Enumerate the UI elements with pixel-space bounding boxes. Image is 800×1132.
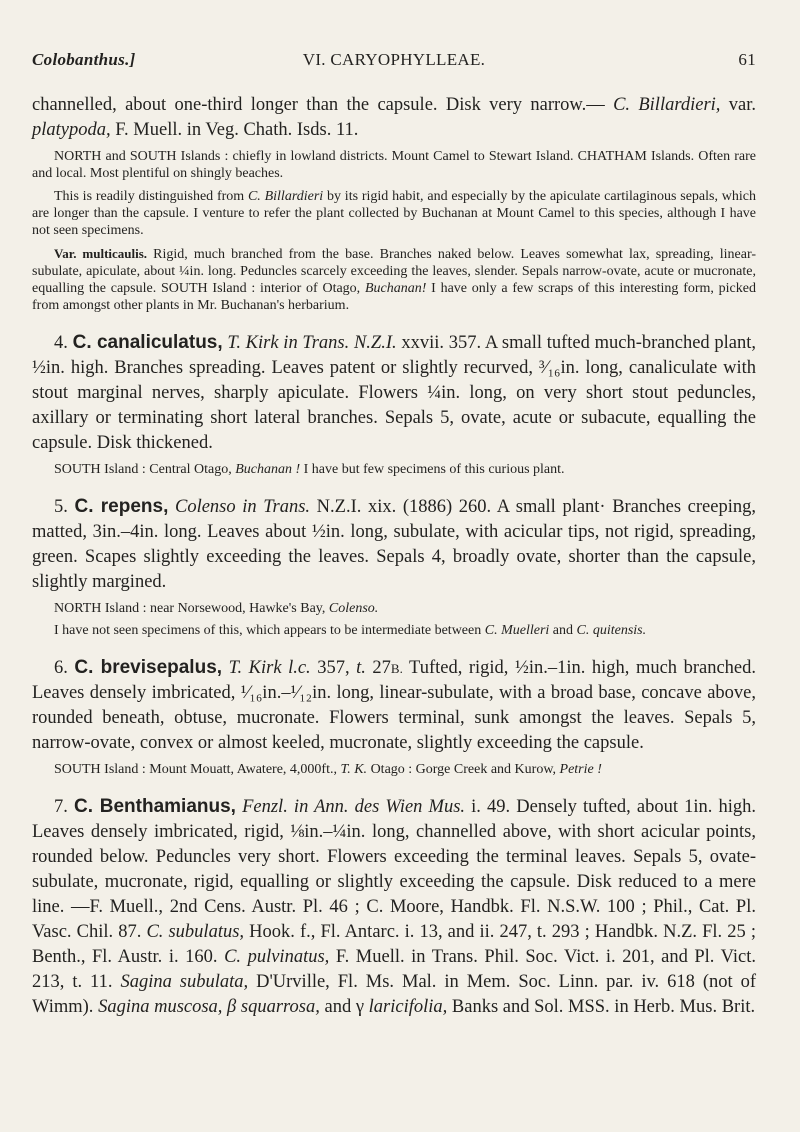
intro-paragraph: channelled, about one-third longer than the capsule. Disk very narrow.— C. Billardieri, var. platypoda, F. Muell. in Veg. Chath. Isds. 11. bbox=[32, 95, 756, 140]
species-name: C. Benthamianus, bbox=[74, 796, 236, 817]
species-name: C. canaliculatus, bbox=[72, 332, 223, 353]
species-description: Densely tufted, about 1in. high. Leaves densely imbricated, rigid, ⅛in.–¼in. long, channelled above, with short acicular points, rounded below. Peduncles very short. Flowers exceeding the terminal leaves. Sepals 5, ovate-subulate, mucronate, rigid, equalling or slightly exceeding the capsule. Disk reduced to a mere line. bbox=[32, 797, 757, 917]
variety-multicaulis: Var. multicaulis. Rigid, much branched from the base. Branches naked below. Leaves somewhat lax, spreading, linear-subulate, apiculate, about ¼in. long. Peduncles scarcely exceeding the leaves, slender. Sepals narrow-ovate, acute or mucronate, equalling the capsule. SOUTH Island : interior of Otago, Buchanan! I have only a few scraps of this interesting form, picked from amongst other plants in Mr. Buchanan's herbarium. bbox=[32, 246, 756, 313]
header-genus: Colobanthus.] bbox=[32, 50, 136, 69]
page-number: 61 bbox=[738, 50, 756, 69]
species-description: A small plant· Branches creeping, matted, 3in.–4in. long. Leaves about ½in. long, subulate, with acicular tips, not rigid, spreading, green. Scapes slightly exceeding the leaves. Sepals 4, broadly ovate, shorter than the capsule, slightly margined. bbox=[32, 497, 756, 592]
species-note: I have not seen specimens of this, which appears to be intermediate between C. Muelleri and C. quitensis. bbox=[54, 623, 647, 638]
species-number: 6. bbox=[54, 658, 68, 678]
species-authority: T. Kirk l.c. bbox=[228, 658, 311, 678]
species-authority: T. Kirk in Trans. N.Z.I. bbox=[227, 333, 397, 353]
species-name: C. brevisepalus, bbox=[74, 657, 223, 678]
page-body bbox=[32, 93, 756, 1020]
species-locality: SOUTH Island : Mount Mouatt, Awatere, 4,000ft., T. K. Otago : Gorge Creek and Kurow, Petrie ! bbox=[54, 762, 602, 777]
species-number: 5. bbox=[54, 497, 68, 517]
intro-note: This is readily distinguished from C. Billardieri by its rigid habit, and especially by the apiculate cartilaginous sepals, which are longer than the capsule. I venture to refer the plant collected by Buchanan at Mount Camel to this species, although I have not seen specimens. bbox=[32, 189, 756, 238]
species-number: 7. bbox=[54, 797, 68, 817]
species-entry-canaliculatus: 4. C. canaliculatus, T. Kirk in Trans. N.Z.I. xxvii. 357. A small tufted much-branched plant, ½in. high. Branches spreading. Leaves patent or slightly recurved, ³⁄₁₆in. long, canaliculate with stout marginal nerves, sharply apiculate. Flowers ¼in. long, on very short stout peduncles, axillary or terminating short lateral branches. Sepals 5, ovate, acute or subacute, equalling the capsule. Disk thickened. bbox=[32, 332, 757, 453]
intro-localities: NORTH and SOUTH Islands : chiefly in lowland districts. Mount Camel to Stewart Island. CHATHAM Islands. Often rare and local. Most plentiful on shingly beaches. bbox=[32, 149, 756, 181]
running-header bbox=[32, 50, 756, 74]
species-entry-repens: 5. C. repens, Colenso in Trans. N.Z.I. xix. (1886) 260. A small plant· Branches creeping, matted, 3in.–4in. long. Leaves about ½in. long, subulate, with acicular tips, not rigid, spreading, green. Scapes slightly exceeding the leaves. Sepals 4, broadly ovate, shorter than the capsule, slightly margined. bbox=[32, 496, 756, 592]
species-entry-benthamianus: 7. C. Benthamianus, Fenzl. in Ann. des Wien Mus. i. 49. Densely tufted, about 1in. high. Leaves densely imbricated, rigid, ⅛in.–¼in. long, channelled above, with short acicular points, rounded below. Peduncles very short. Flowers exceeding the terminal leaves. Sepals 5, ovate-subulate, mucronate, rigid, equalling or slightly exceeding the capsule. Disk reduced to a mere line. —F. Muell., 2nd Cens. Austr. Pl. 46 ; C. Moore, Handbk. Fl. N.S.W. 100 ; Phil., Cat. Pl. Vasc. Chil. 87. C. subulatus, Hook. f., Fl. Antarc. i. 13, and ii. 247, t. 293 ; Handbk. N.Z. Fl. 25 ; Benth., Fl. Austr. i. 160. C. pulvinatus, F. Muell. in Trans. Phil. Soc. Vict. i. 201, and Pl. Vict. 213, t. 11. Sagina subulata, D'Urville, Fl. Ms. Mal. in Mem. Soc. Linn. par. iv. 618 (not of Wimm). Sagina muscosa, β squarrosa, and γ laricifolia, Banks and Sol. MSS. in Herb. Mus. Brit. bbox=[32, 796, 757, 1017]
header-section: VI. CARYOPHYLLEAE. bbox=[302, 50, 486, 69]
species-locality: NORTH Island : near Norsewood, Hawke's Bay, Colenso. bbox=[54, 601, 379, 616]
species-authority: Colenso in Trans. bbox=[174, 497, 311, 517]
species-locality: SOUTH Island : Central Otago, Buchanan ! I have but few specimens of this curious plant. bbox=[54, 462, 565, 477]
species-name: C. repens, bbox=[74, 496, 169, 517]
species-authority: Fenzl. in Ann. des Wien Mus. bbox=[242, 797, 466, 817]
species-entry-brevisepalus: 6. C. brevisepalus, T. Kirk l.c. 357, t. 27B. Tufted, rigid, ½in.–1in. high, much branched. Leaves densely imbricated, ¹⁄₁₆in.–¹⁄₁₂in. long, linear-subulate, with a broad base, concave above, rounded beneath, obtuse, mucronate. Flowers terminal, sunk amongst the leaves. Sepals 5, narrow-ovate, convex or almost keeled, mucronate, slightly exceeding the capsule. bbox=[32, 657, 756, 753]
species-description: A small tufted much-branched plant, ½in. high. Branches spreading. Leaves patent or slightly recurved, ³⁄₁₆in. long, canaliculate with stout marginal nerves, sharply apiculate. Flowers ¼in. long, on very short stout peduncles, axillary or terminating short lateral branches. Sepals 5, ovate, acute or subacute, equalling the capsule. Disk thickened. bbox=[32, 333, 757, 453]
species-number: 4. bbox=[54, 333, 68, 353]
species-synonymy: —F. Muell., 2nd Cens. Austr. Pl. 46 ; C. Moore, Handbk. Fl. N.S.W. 100 ; Phil., Cat. Pl. Vasc. Chil. 87. C. subulatus, Hook. f., Fl. Antarc. i. 13, and ii. 247, t. 293 ; Handbk. N.Z. Fl. 25 ; Benth., Fl. Austr. i. 160. C. pulvinatus, F. Muell. in Trans. Phil. Soc. Vict. i. 201, and Pl. Vict. 213, t. 11. Sagina subulata, D'Urville, Fl. Ms. Mal. in Mem. Soc. Linn. par. iv. 618 (not of Wimm). Sagina muscosa, β squarrosa, and γ laricifolia, Banks and Sol. MSS. in Herb. Mus. Brit. bbox=[32, 897, 757, 1017]
variety-label: Var. multicaulis. bbox=[54, 246, 148, 261]
species-description: Tufted, rigid, ½in.–1in. high, much branched. Leaves densely imbricated, ¹⁄₁₆in.–¹⁄₁₂in. long, linear-subulate, with a broad base, concave above, rounded beneath, obtuse, mucronate. Flowers terminal, sunk amongst the leaves. Sepals 5, narrow-ovate, convex or almost keeled, mucronate, slightly exceeding the capsule. bbox=[32, 658, 756, 753]
